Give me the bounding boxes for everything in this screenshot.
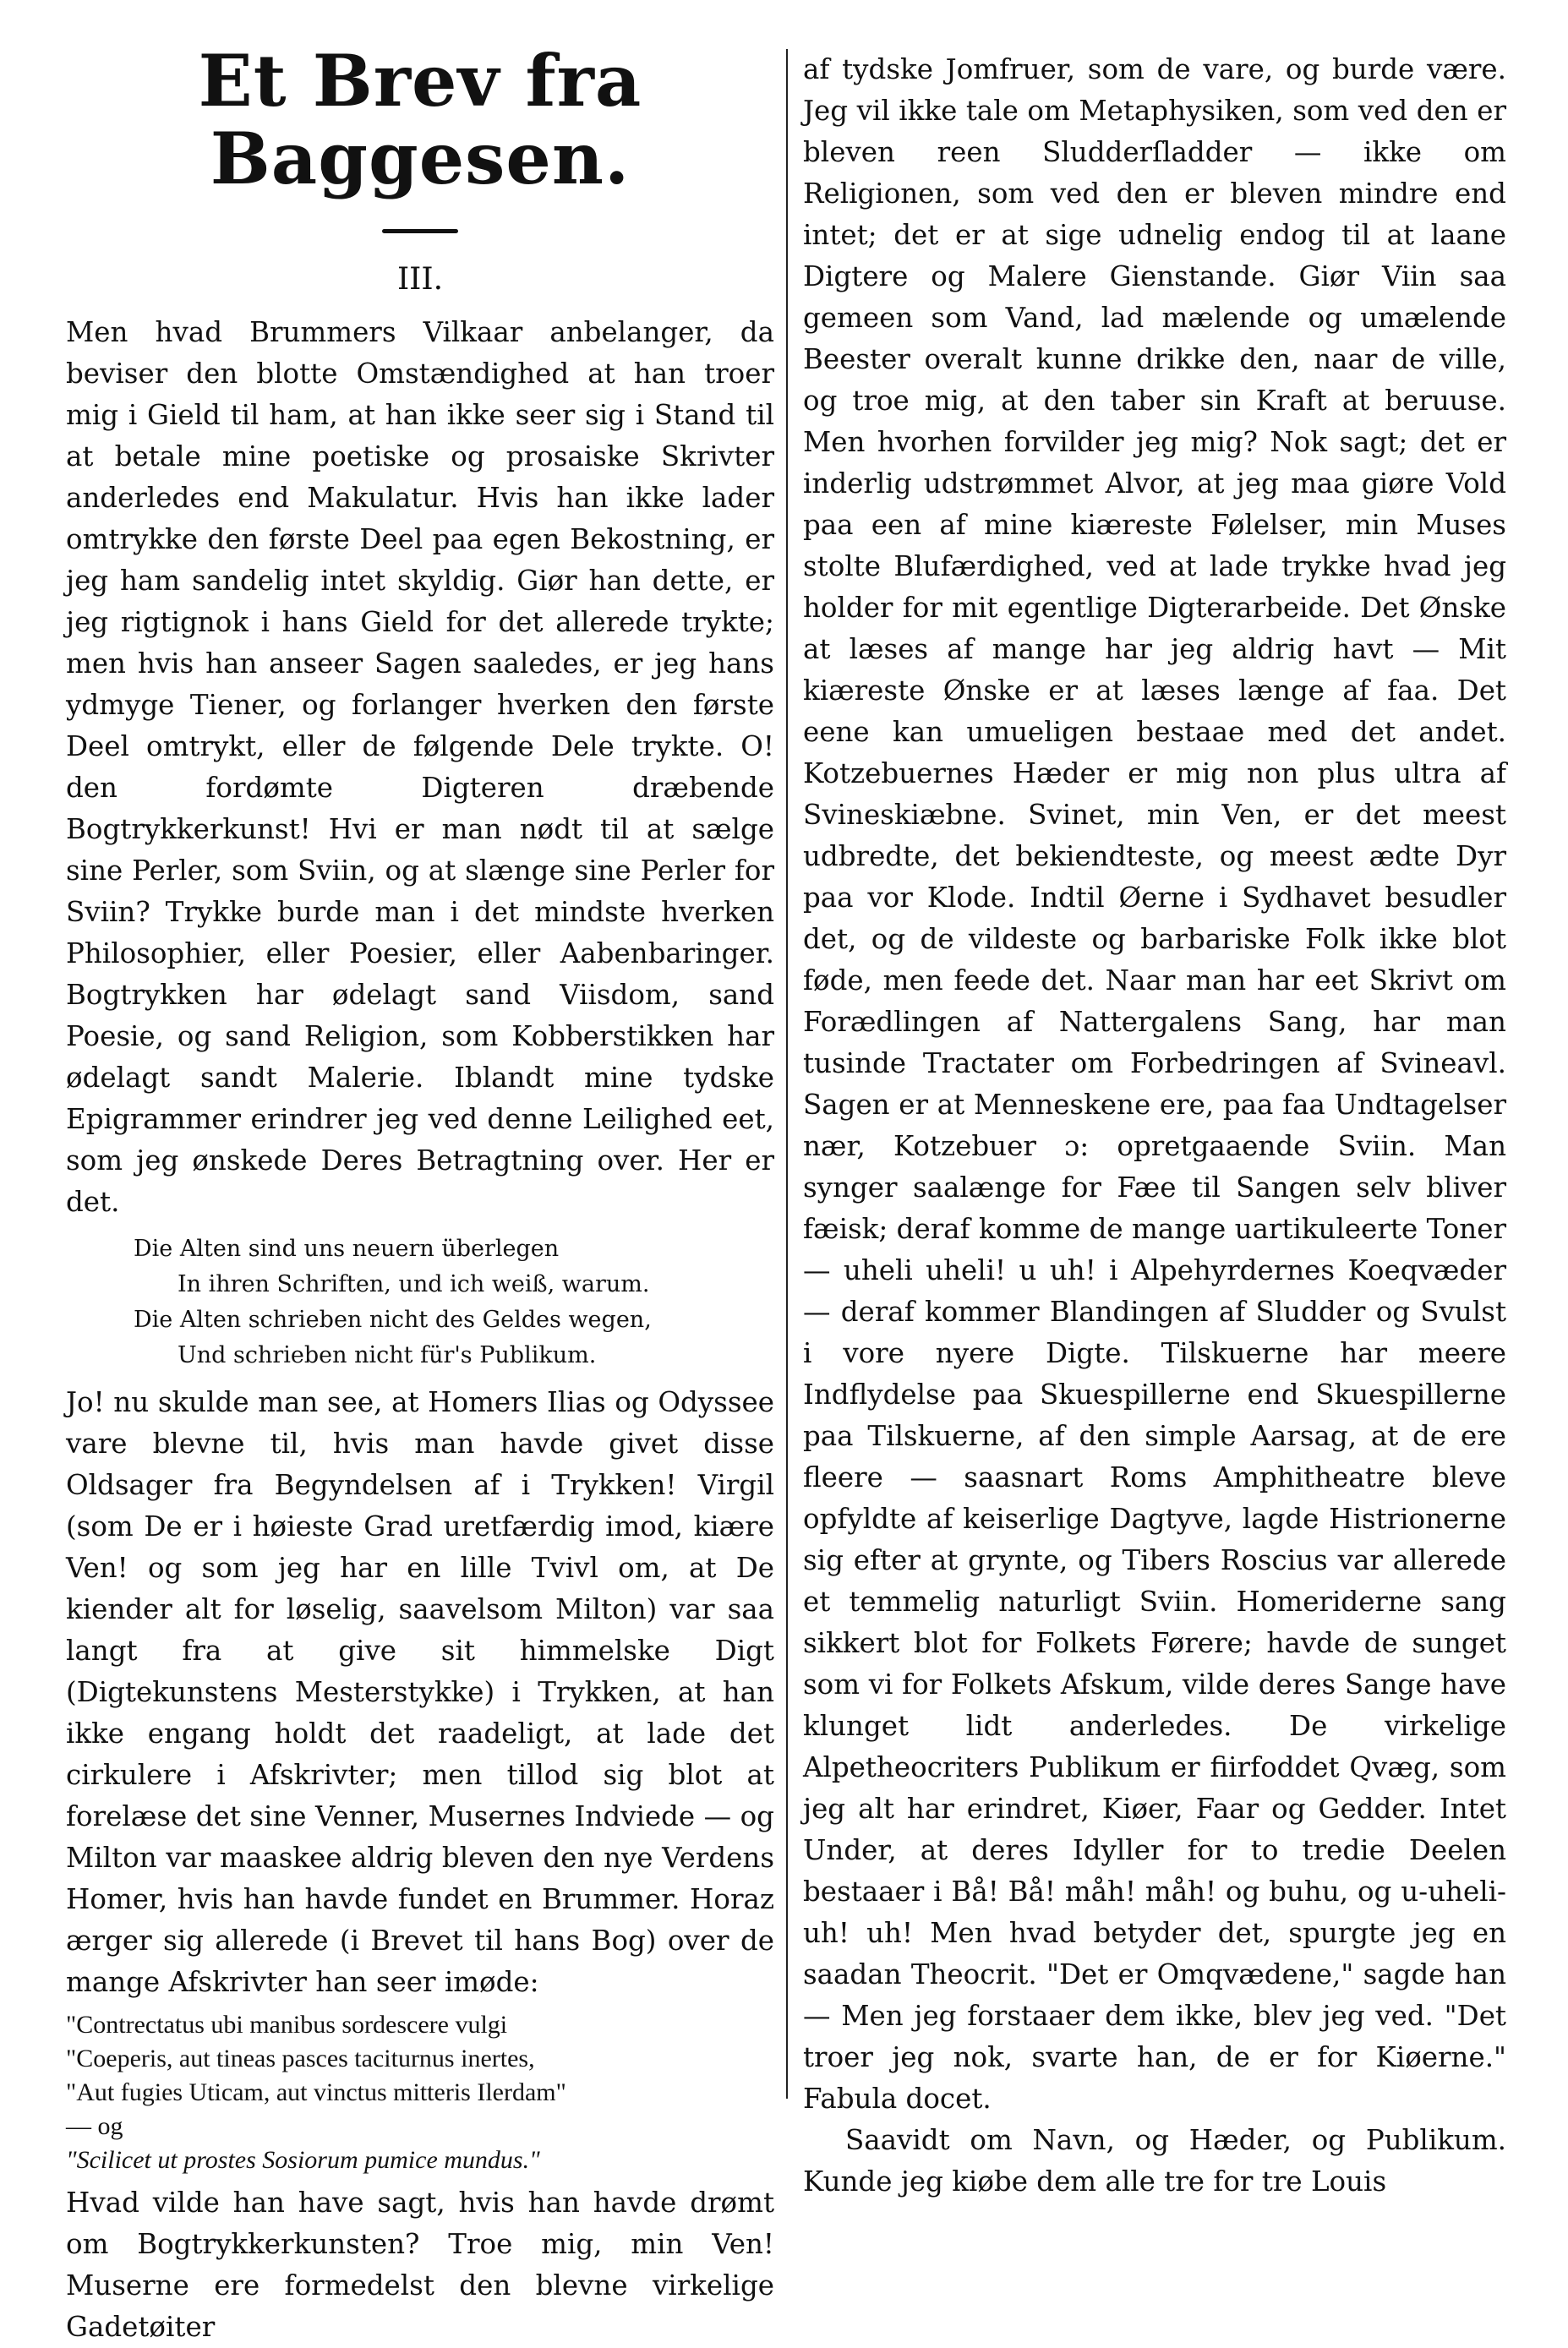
right-paragraph-1: af tydske Jomfruer, som de vare, og burde være. Jeg vil ikke tale om Metaphysiken, som ved den er bleven reen Sludderſladder — ikke om Religionen, som ved den er bleven mindre end intet; det er at sige udnelig endog til at laane Digtere og Malere Gienstande. Giør Viin saa gemeen som Vand, lad mælende og umælende Beester overalt kunne drikke den, naar de ville, og troe mig, at den taber sin Kraft at beruuse. Men hvorhen forvilder jeg mig? Nok sagt; det er inderlig udstrømmet Alvor, at jeg maa giøre Vold paa een af mine kiæreste Følelser, min Muses stolte Blufærdighed, ved at lade trykke hvad jeg holder for mit egentlige Digterarbeide. Det Ønske at læses af mange har jeg aldrig havt — Mit kiæreste Ønske er at læses længe af faa. Det eene kan umueligen bestaae med det andet. Kotzebuernes Hæder er mig non plus ultra af Svineskiæbne. Svinet, min Ven, er det meest udbredte, det bekiendteste, og meest ædte Dyr paa vor Klode. Indtil Øerne i Sydhavet besudler det, og de vildeste og barbariske Folk ikke blot føde, men feede det. Naar man har eet Skrivt om Forædlingen af Nattergalens Sang, har man tusinde Tractater om Forbedringen af Svineavl. Sagen er at Menneskene ere, paa faa Undtagelser nær, Kotzebuer ɔ: opretgaaende Sviin. Man synger saalænge for Fæe til Sangen selv bliver fæisk; deraf komme de mange uartikuleerte Toner — uheli uheli! u uh! i Alpehyrdernes Koeqvæder — deraf kommer Blandingen af Sludder og Svulst i vore nyere Digte. Tilskuerne har meere Indflydelse paa Skuespillerne end Skuespillerne paa Tilskuerne, af den simple Aarsag, at de ere fleere — saasnart Roms Amphitheatre bleve opfyldte af keiserlige Dagtyve, lagde Histrionerne sig efter at grynte, og Tibers Roscius var allerede et temmelig naturligt Sviin. Homeriderne sang sikkert blot for Folkets Førere; havde de sunget som vi for Folkets Afskum, vilde deres Sange have klunget lidt anderledes. De virkelige Alpetheocriters Publikum er fiirfoddet Qvæg, som jeg alt har erindret, Kiøer, Faar og Gedder. Intet Under, at deres Idyller for to tredie Deelen bestaaer i Bå! Bå! måh! måh! og buhu, og u-uheli-uh! uh! Men hvad betyder det, spurgte jeg en saadan Theocrit. "Det er Omqvædene," sagde han — Men jeg forstaaer dem ikke, blev jeg ved. "Det troer jeg nok, svarte han, de er for Kiøerne." Fabula docet. <box>803 53 1506 2115</box>
latin-line: "Aut fugies Uticam, aut vinctus mitteris Ilerdam" <box>66 2078 566 2106</box>
poem-line: In ihren Schriften, und ich weiß, warum. <box>178 1270 650 1297</box>
german-epigram <box>134 1231 774 1373</box>
title-divider <box>382 229 458 233</box>
right-column <box>803 49 1506 2203</box>
latin-quotation <box>66 2008 774 2177</box>
left-paragraph-3: Hvad vilde han have sagt, hvis han havde drømt om Bogtrykkerkunsten? Troe mig, min Ven! Muserne ere formedelst den blevne virkelige Gadetøiter <box>66 2186 774 2343</box>
left-column <box>66 34 774 2348</box>
latin-line: "Contrectatus ubi manibus sordescere vulgi <box>66 2010 508 2039</box>
poem-line: Die Alten sind uns neuern überlegen <box>134 1235 560 1262</box>
poem-line: Und schrieben nicht für's Publikum. <box>178 1341 597 1368</box>
poem-line: Die Alten schrieben nicht des Geldes wegen, <box>134 1306 652 1333</box>
right-paragraph-2: Saavidt om Navn, og Hæder, og Publikum. Kunde jeg kiøbe dem alle tre for tre Louis <box>803 2124 1506 2198</box>
column-divider <box>786 49 788 2099</box>
latin-line: "Coeperis, aut tineas pasces taciturnus inertes, <box>66 2044 535 2072</box>
section-number: III. <box>396 261 444 297</box>
article-title: Et Brev fra Baggesen. <box>198 39 642 201</box>
latin-line-italic: "Scilicet ut prostes Sosiorum pumice mundus." <box>66 2145 540 2174</box>
latin-line: — og <box>66 2111 123 2140</box>
left-paragraph-2: Jo! nu skulde man see, at Homers Ilias og Odyssee vare blevne til, hvis man havde givet disse Oldsager fra Begyndelsen af i Trykken! Virgil (som De er i høieste Grad uretfærdig imod, kiære Ven! og som jeg har en lille Tvivl om, at De kiender alt for løselig, saavelsom Milton) var saa langt fra at give sit himmelske Digt (Digtekunstens Mesterstykke) i Trykken, at han ikke engang holdt det raadeligt, at lade det cirkulere i Afskrivter; men tillod sig blot at forelæse det sine Venner, Musernes Indviede — og Milton var maaskee aldrig bleven den nye Verdens Homer, hvis han havde fundet en Brummer. Horaz ærger sig allerede (i Brevet til hans Bog) over de mange Afskrivter han seer imøde: <box>66 1385 774 1998</box>
left-paragraph-1: Men hvad Brummers Vilkaar anbelanger, da beviser den blotte Omstændighed at han troer mig i Gield til ham, at han ikke seer sig i Stand til at betale mine poetiske og prosaiske Skrivter anderledes end Makulatur. Hvis han ikke lader omtrykke den første Deel paa egen Bekostning, er jeg ham sandelig intet skyldig. Giør han dette, er jeg rigtignok i hans Gield for det allerede trykte; men hvis han anseer Sagen saaledes, er jeg hans ydmyge Tiener, og forlanger hverken den første Deel omtrykt, eller de følgende Dele trykte. O! den fordømte Digteren dræbende Bogtrykkerkunst! Hvi er man nødt til at sælge sine Perler, som Sviin, og at slænge sine Perler for Sviin? Trykke burde man i det mindste hverken Philosophier, eller Poesier, eller Aabenbaringer. Bogtrykken har ødelagt sand Viisdom, sand Poesie, og sand Religion, som Kobberstikken har ødelagt sandt Malerie. Iblandt mine tydske Epigrammer erindrer jeg ved denne Leilighed eet, som jeg ønskede Deres Betragtning over. Her er det. <box>66 315 774 1218</box>
